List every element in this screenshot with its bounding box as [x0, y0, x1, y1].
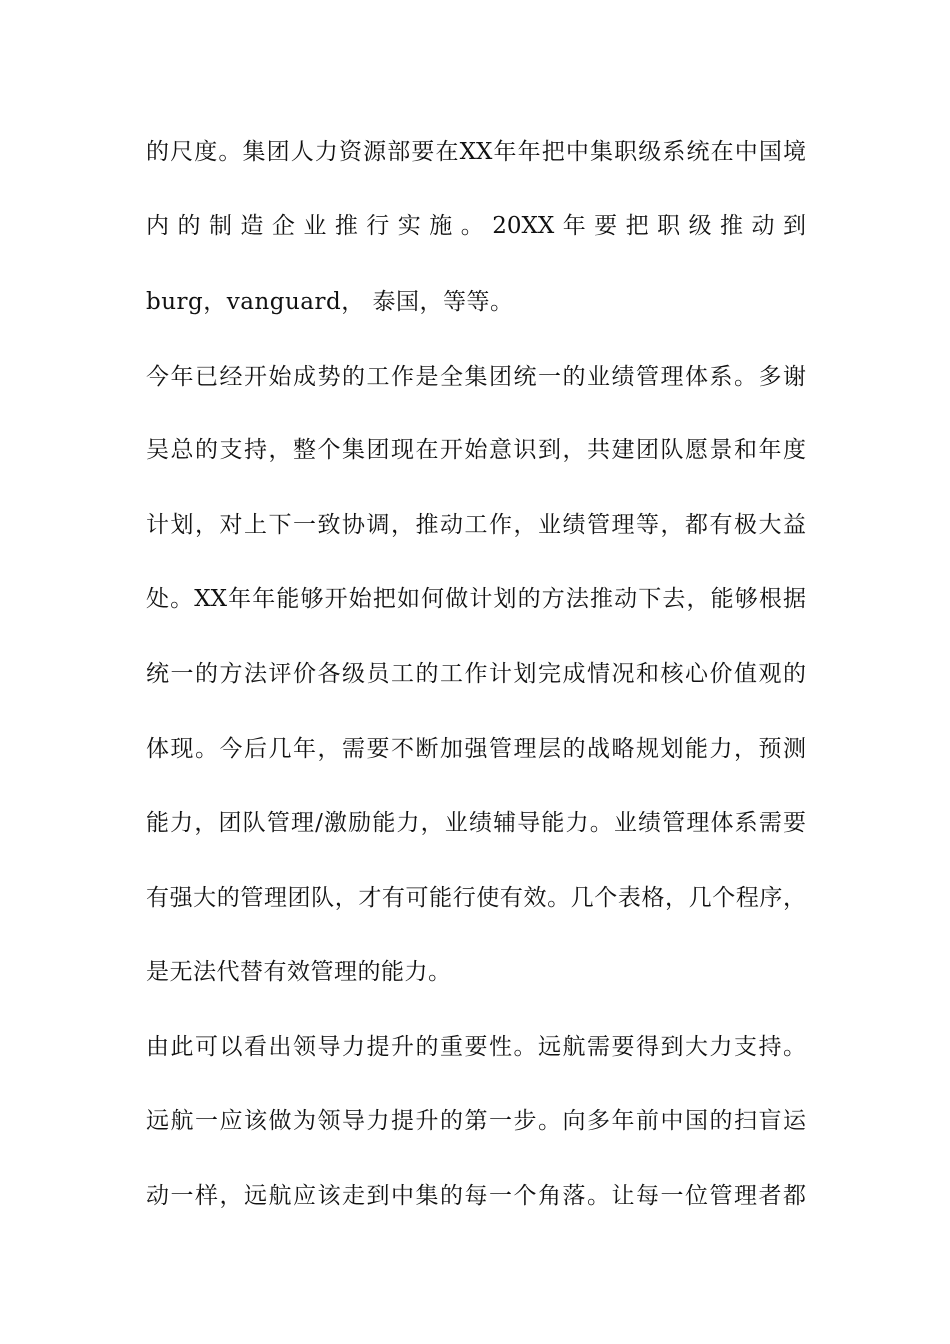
text-line: 统一的方法评价各级员工的工作计划完成情况和核心价值观的: [146, 661, 806, 687]
text-line: 是无法代替有效管理的能力。: [146, 959, 452, 985]
text-line: 处。XX年年能够开始把如何做计划的方法推动下去，能够根据: [146, 586, 806, 612]
text-line: 能力，团队管理/激励能力，业绩辅导能力。业绩管理体系需要: [146, 810, 806, 836]
text-line: 吴总的支持，整个集团现在开始意识到，共建团队愿景和年度: [146, 437, 806, 463]
text-line: 远航一应该做为领导力提升的第一步。向多年前中国的扫盲运: [146, 1108, 806, 1134]
text-line: 内的制造企业推行实施。20XX年要把职级推动到: [146, 213, 806, 239]
text-line: 今年已经开始成势的工作是全集团统一的业绩管理体系。多谢: [146, 364, 806, 390]
text-line: 的尺度。集团人力资源部要在XX年年把中集职级系统在中国境: [146, 139, 806, 165]
text-line: 体现。今后几年，需要不断加强管理层的战略规划能力，预测: [146, 736, 806, 762]
text-line: 由此可以看出领导力提升的重要性。远航需要得到大力支持。: [146, 1034, 806, 1060]
text-line: 有强大的管理团队，才有可能行使有效。几个表格，几个程序，: [146, 885, 806, 911]
text-line: burg，vanguard， 泰国，等等。: [146, 289, 514, 315]
text-line: 动一样，远航应该走到中集的每一个角落。让每一位管理者都: [146, 1183, 806, 1209]
text-line: 计划，对上下一致协调，推动工作，业绩管理等，都有极大益: [146, 512, 806, 538]
